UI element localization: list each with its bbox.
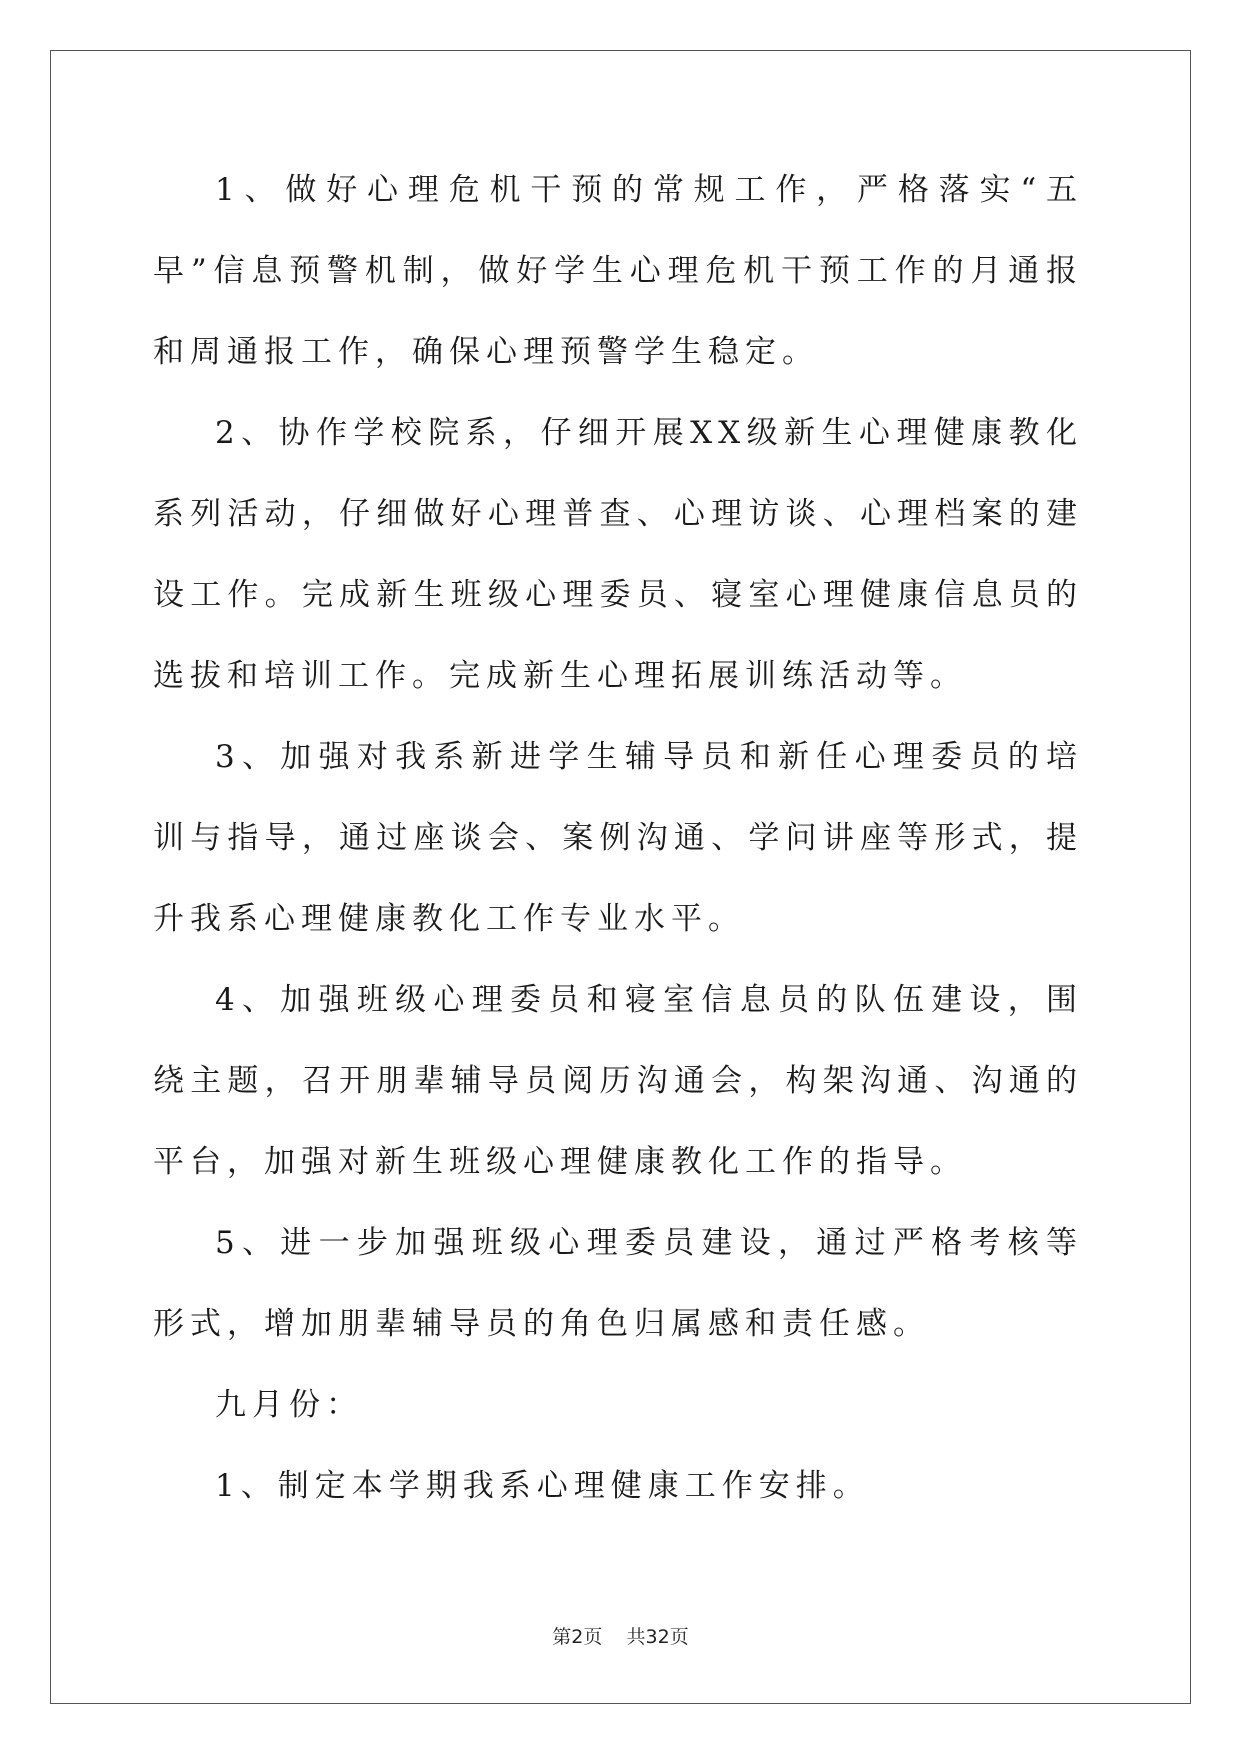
paragraph-1: 1、做好心理危机干预的常规工作，严格落实“五早”信息预警机制，做好学生心理危机干预工作的月通报和周通报工作，确保心理预警学生稳定。	[153, 172, 1083, 370]
paragraph-5: 5、进一步加强班级心理委员建设，通过严格考核等形式，增加朋辈辅导员的角色归属感和责任感。	[153, 1225, 1083, 1342]
paragraph-6: 1、制定本学期我系心理健康工作安排。	[215, 1468, 870, 1504]
document-body	[153, 150, 1083, 1527]
paragraph-4: 4、加强班级心理委员和寝室信息员的队伍建设，围绕主题，召开朋辈辅导员阅历沟通会，构架沟通、沟通的平台，加强对新生班级心理健康教化工作的指导。	[153, 982, 1083, 1180]
paragraph-3: 3、加强对我系新进学生辅导员和新任心理委员的培训与指导，通过座谈会、案例沟通、学问讲座等形式，提升我系心理健康教化工作专业水平。	[153, 739, 1083, 937]
page-footer	[0, 1622, 1241, 1649]
footer-total-pages: 32	[645, 1626, 670, 1648]
footer-page-suffix: 页	[583, 1626, 603, 1648]
paragraph-2: 2、协作学校院系，仔细开展XX级新生心理健康教化系列活动，仔细做好心理普查、心理访谈、心理档案的建设工作。完成新生班级心理委员、寝室心理健康信息员的选拔和培训工作。完成新生心理拓展训练活动等。	[153, 415, 1083, 694]
footer-total-suffix: 页	[669, 1626, 689, 1648]
footer-total-prefix: 共	[626, 1626, 646, 1648]
footer-page-number: 2	[571, 1626, 584, 1648]
footer-prefix: 第	[552, 1626, 572, 1648]
section-heading-september: 九月份：	[215, 1387, 363, 1423]
